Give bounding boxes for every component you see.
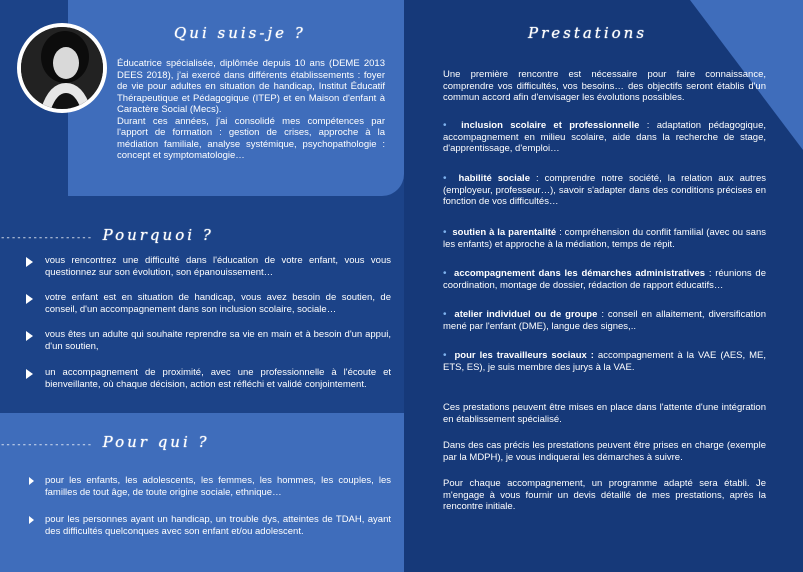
for-whom-item-1: pour les enfants, les adolescents, les femmes, les hommes, les couples, les familles de tout âge, de toute origine sociale, ethnique…	[45, 475, 391, 498]
bullet-dot-icon: •	[443, 309, 447, 320]
bullet-arrow-icon	[26, 369, 33, 379]
service-item-2	[443, 173, 766, 208]
service-item-5	[443, 309, 766, 332]
divider-dashes: -----------------	[0, 440, 93, 450]
service-label: atelier individuel ou de groupe	[454, 309, 598, 320]
about-paragraph-2: Durant ces années, j'ai consolidé mes compétences par l'apport de formation : gestion de crises, approche à la médiation familiale, analyse systémique, psychopathologie : concept et symptomatologie…	[117, 115, 385, 161]
divider-dashes: -----------------	[0, 233, 93, 243]
for-whom-item-2: pour les personnes ayant un handicap, un trouble dys, atteintes de TDAH, ayant des difficultés quelconques avec son enfant et/ou adolescent.	[45, 514, 391, 537]
bullet-dot-icon: •	[443, 268, 447, 279]
bullet-arrow-icon	[26, 257, 33, 267]
why-title: Pourquoi ?	[102, 226, 214, 244]
avatar	[21, 27, 103, 109]
service-item-6	[443, 350, 766, 373]
bullet-dot-icon: •	[443, 227, 447, 238]
service-item-1	[443, 120, 766, 155]
service-label: pour les travailleurs sociaux :	[454, 350, 594, 361]
why-item-1: vous rencontrez une difficulté dans l'éducation de votre enfant, vous vous questionnez sur son évolution, son épanouissement…	[45, 255, 391, 278]
services-closing-2: Dans des cas précis les prestations peuvent être prises en charge (exemple par la MDPH), je vous indiquerai les démarches à suivre.	[443, 440, 766, 463]
for-whom-heading	[0, 433, 210, 452]
service-label: accompagnement dans les démarches administratives	[454, 268, 706, 279]
service-label: inclusion scolaire et professionnelle	[461, 120, 640, 131]
services-closing-1: Ces prestations peuvent être mises en place dans l'attente d'une intégration en établissement spécialisé.	[443, 402, 766, 425]
about-text	[117, 58, 385, 162]
bullet-arrow-icon	[29, 477, 34, 485]
service-text: accompagnement à la VAE (AES, ME, ETS, ES), je suis membre des jurys à la VAE.	[443, 350, 767, 373]
about-paragraph-1: Éducatrice spécialisée, diplômée depuis 10 ans (DEME 2013 DEES 2018), j'ai exercé dans différents établissements : foyer de vie pour adultes en situation de handicap, Institut Éducatif Thérapeutique et Pédagogique (ITEP) et en Maison d'enfant à Caractère Social (Mecs).	[117, 58, 385, 115]
why-item-4: un accompagnement de proximité, avec une professionnelle à l'écoute et bienveillante, où chaque décision, action est réfléchi et validé conjointement.	[45, 367, 391, 390]
for-whom-title: Pour qui ?	[102, 433, 210, 451]
bullet-arrow-icon	[26, 331, 33, 341]
services-title: Prestations	[528, 24, 648, 42]
bullet-arrow-icon	[29, 516, 34, 524]
service-item-4	[443, 268, 766, 291]
service-label: soutien à la parentalité	[452, 227, 557, 238]
bullet-arrow-icon	[26, 294, 33, 304]
bullet-dot-icon: •	[443, 173, 447, 184]
service-text: : réunions de coordination, montage de dossier, rédaction de rapport éducatifs…	[443, 268, 766, 291]
service-text: : conseil en allaitement, diversification mené par l'enfant (DME), langue des signes,..	[443, 309, 767, 332]
services-closing-3: Pour chaque accompagnement, un programme adapté sera établi. Je m'engage à vous fournir un devis détaillé de mes prestations, après la rencontre initiale.	[443, 478, 766, 512]
service-text: : comprendre notre société, la relation aux autres (employeur, professeur…), savoir s'adapter dans des conditions précises en fonction de vos difficultés…	[443, 173, 766, 207]
bullet-dot-icon: •	[443, 350, 447, 361]
service-label: habilité sociale	[458, 173, 530, 184]
why-item-2: votre enfant est en situation de handicap, vous avez besoin de soutien, de conseil, d'un accompagnement dans son inclusion scolaire, sociale…	[45, 292, 391, 315]
service-text: : adaptation pédagogique, accompagnement en milieu scolaire, aide dans la recherche de stage, d'apprentissage, d'emploi…	[443, 120, 766, 154]
why-item-3: vous êtes un adulte qui souhaite reprendre sa vie en main et à besoin d'un appui, d'un soutien,	[45, 329, 391, 352]
why-heading	[0, 226, 214, 245]
services-intro: Une première rencontre est nécessaire pour faire connaissance, comprendre vos difficultés, vos besoins… des objectifs seront établis d'un commun accord afin d'envisager les évolutions possibles.	[443, 69, 766, 103]
service-text: : compréhension du conflit familial (avec ou sans les enfants) et approche à la médiation, temps de répit.	[443, 227, 766, 250]
about-title: Qui suis-je ?	[174, 24, 306, 42]
bullet-dot-icon: •	[443, 120, 447, 131]
service-item-3	[443, 227, 766, 250]
